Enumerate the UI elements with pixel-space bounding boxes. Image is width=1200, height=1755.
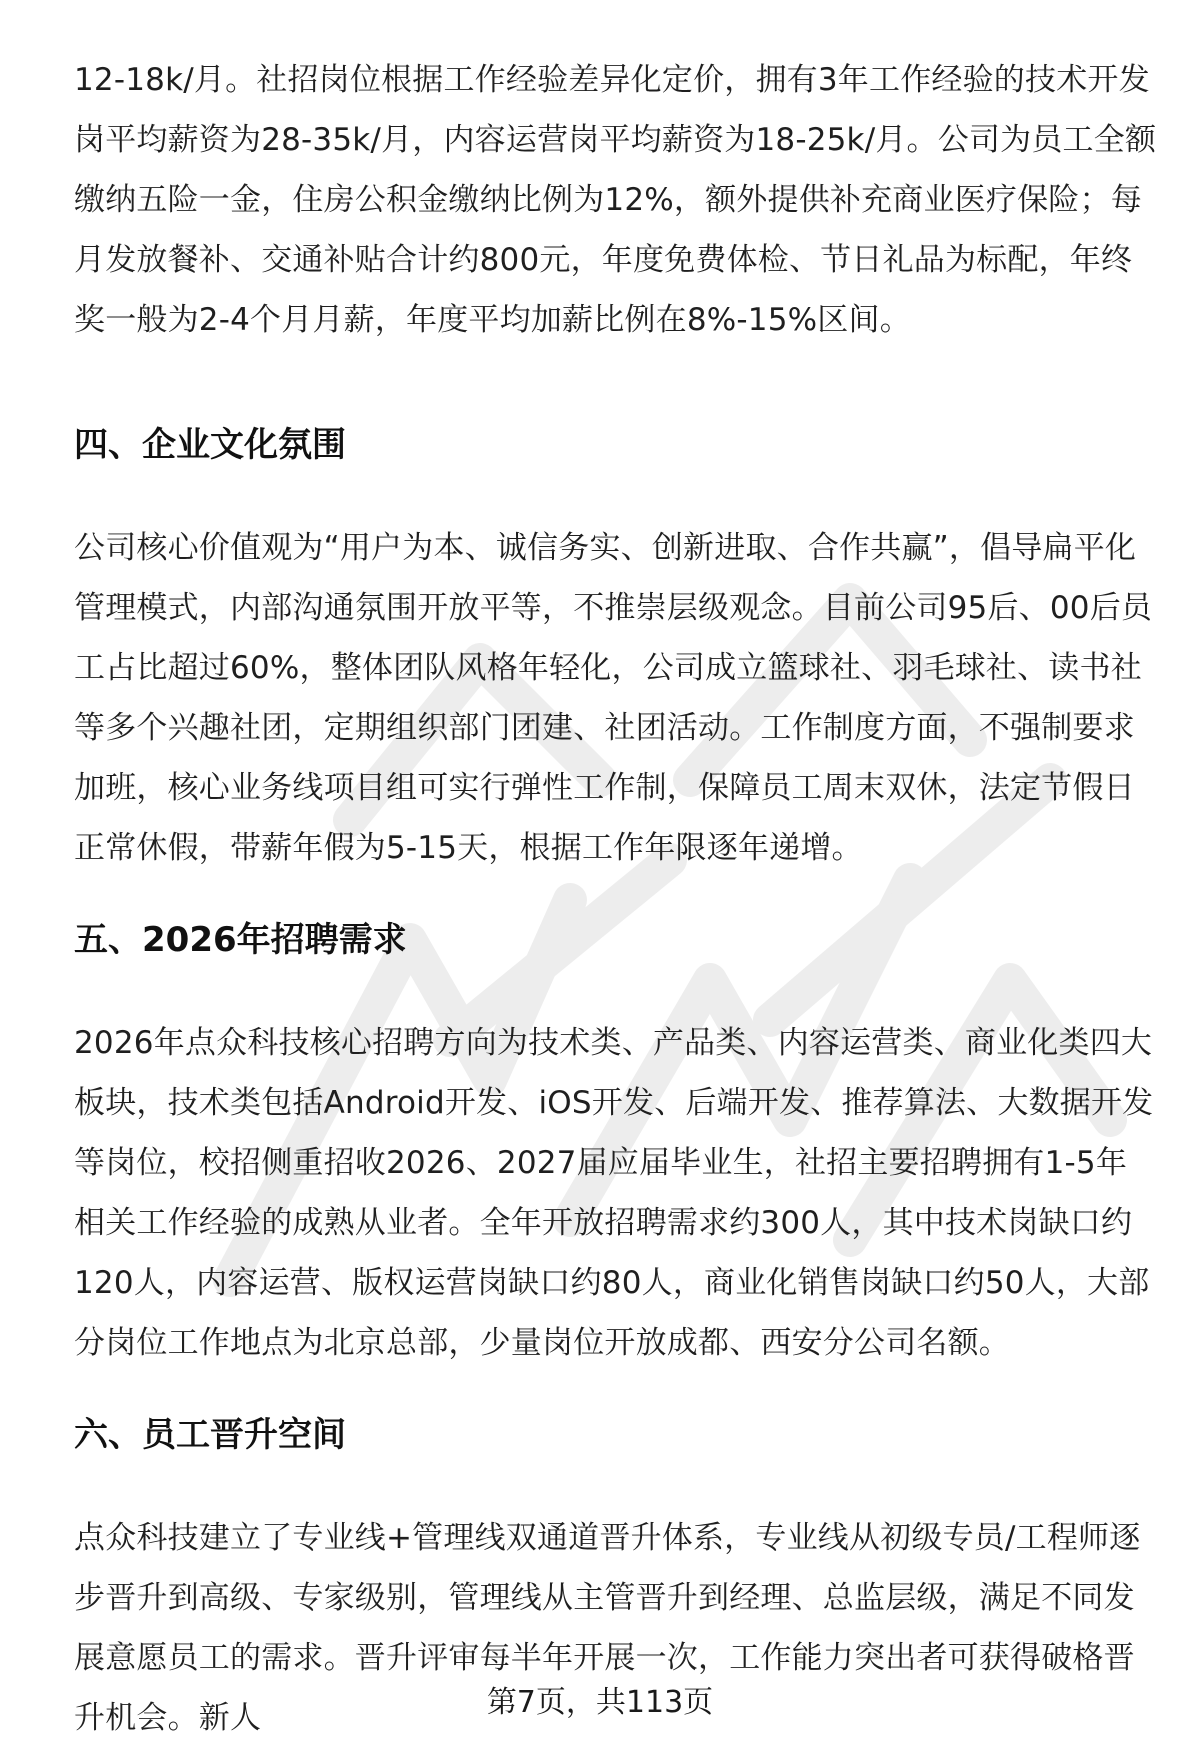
- section-5-heading: 五、2026年招聘需求: [74, 920, 407, 960]
- culture-paragraph: 公司核心价值观为“用户为本、诚信务实、创新进取、合作共赢”，倡导扁平化管理模式，内部沟通氛围开放平等，不推崇层级观念。目前公司95后、00后员工占比超过60%，整体团队风格年轻化，公司成立篮球社、羽毛球社、读书社等多个兴趣社团，定期组织部门团建、社团活动。工作制度方面，不强制要求加班，核心业务线项目组可实行弹性工作制，保障员工周末双休，法定节假日正常休假，带薪年假为5-15天，根据工作年限逐年递增。: [74, 530, 1153, 866]
- recruitment-paragraph: 2026年点众科技核心招聘方向为技术类、产品类、内容运营类、商业化类四大板块，技术类包括Android开发、iOS开发、后端开发、推荐算法、大数据开发等岗位，校招侧重招收2026、2027届应届毕业生，社招主要招聘拥有1-5年相关工作经验的成熟从业者。全年开放招聘需求约300人，其中技术岗缺口约120人，内容运营、版权运营岗缺口约80人，商业化销售岗缺口约50人，大部分岗位工作地点为北京总部，少量岗位开放成都、西安分公司名额。: [74, 1025, 1154, 1361]
- promotion-paragraph: 点众科技建立了专业线+管理线双通道晋升体系，专业线从初级专员/工程师逐步晋升到高级、专家级别，管理线从主管晋升到经理、总监层级，满足不同发展意愿员工的需求。晋升评审每半年开展一次，工作能力突出者可获得破格晋升机会。新人: [74, 1520, 1141, 1736]
- page-number-footer: 第7页，共113页: [486, 1685, 714, 1720]
- compensation-paragraph: 12-18k/月。社招岗位根据工作经验差异化定价，拥有3年工作经验的技术开发岗平均薪资为28-35k/月，内容运营岗平均薪资为18-25k/月。公司为员工全额缴纳五险一金，住房公积金缴纳比例为12%，额外提供补充商业医疗保险；每月发放餐补、交通补贴合计约800元，年度免费体检、节日礼品为标配，年终奖一般为2-4个月月薪，年度平均加薪比例在8%-15%区间。: [74, 62, 1157, 338]
- section-4-heading: 四、企业文化氛围: [74, 425, 346, 465]
- section-6-heading: 六、员工晋升空间: [74, 1415, 346, 1455]
